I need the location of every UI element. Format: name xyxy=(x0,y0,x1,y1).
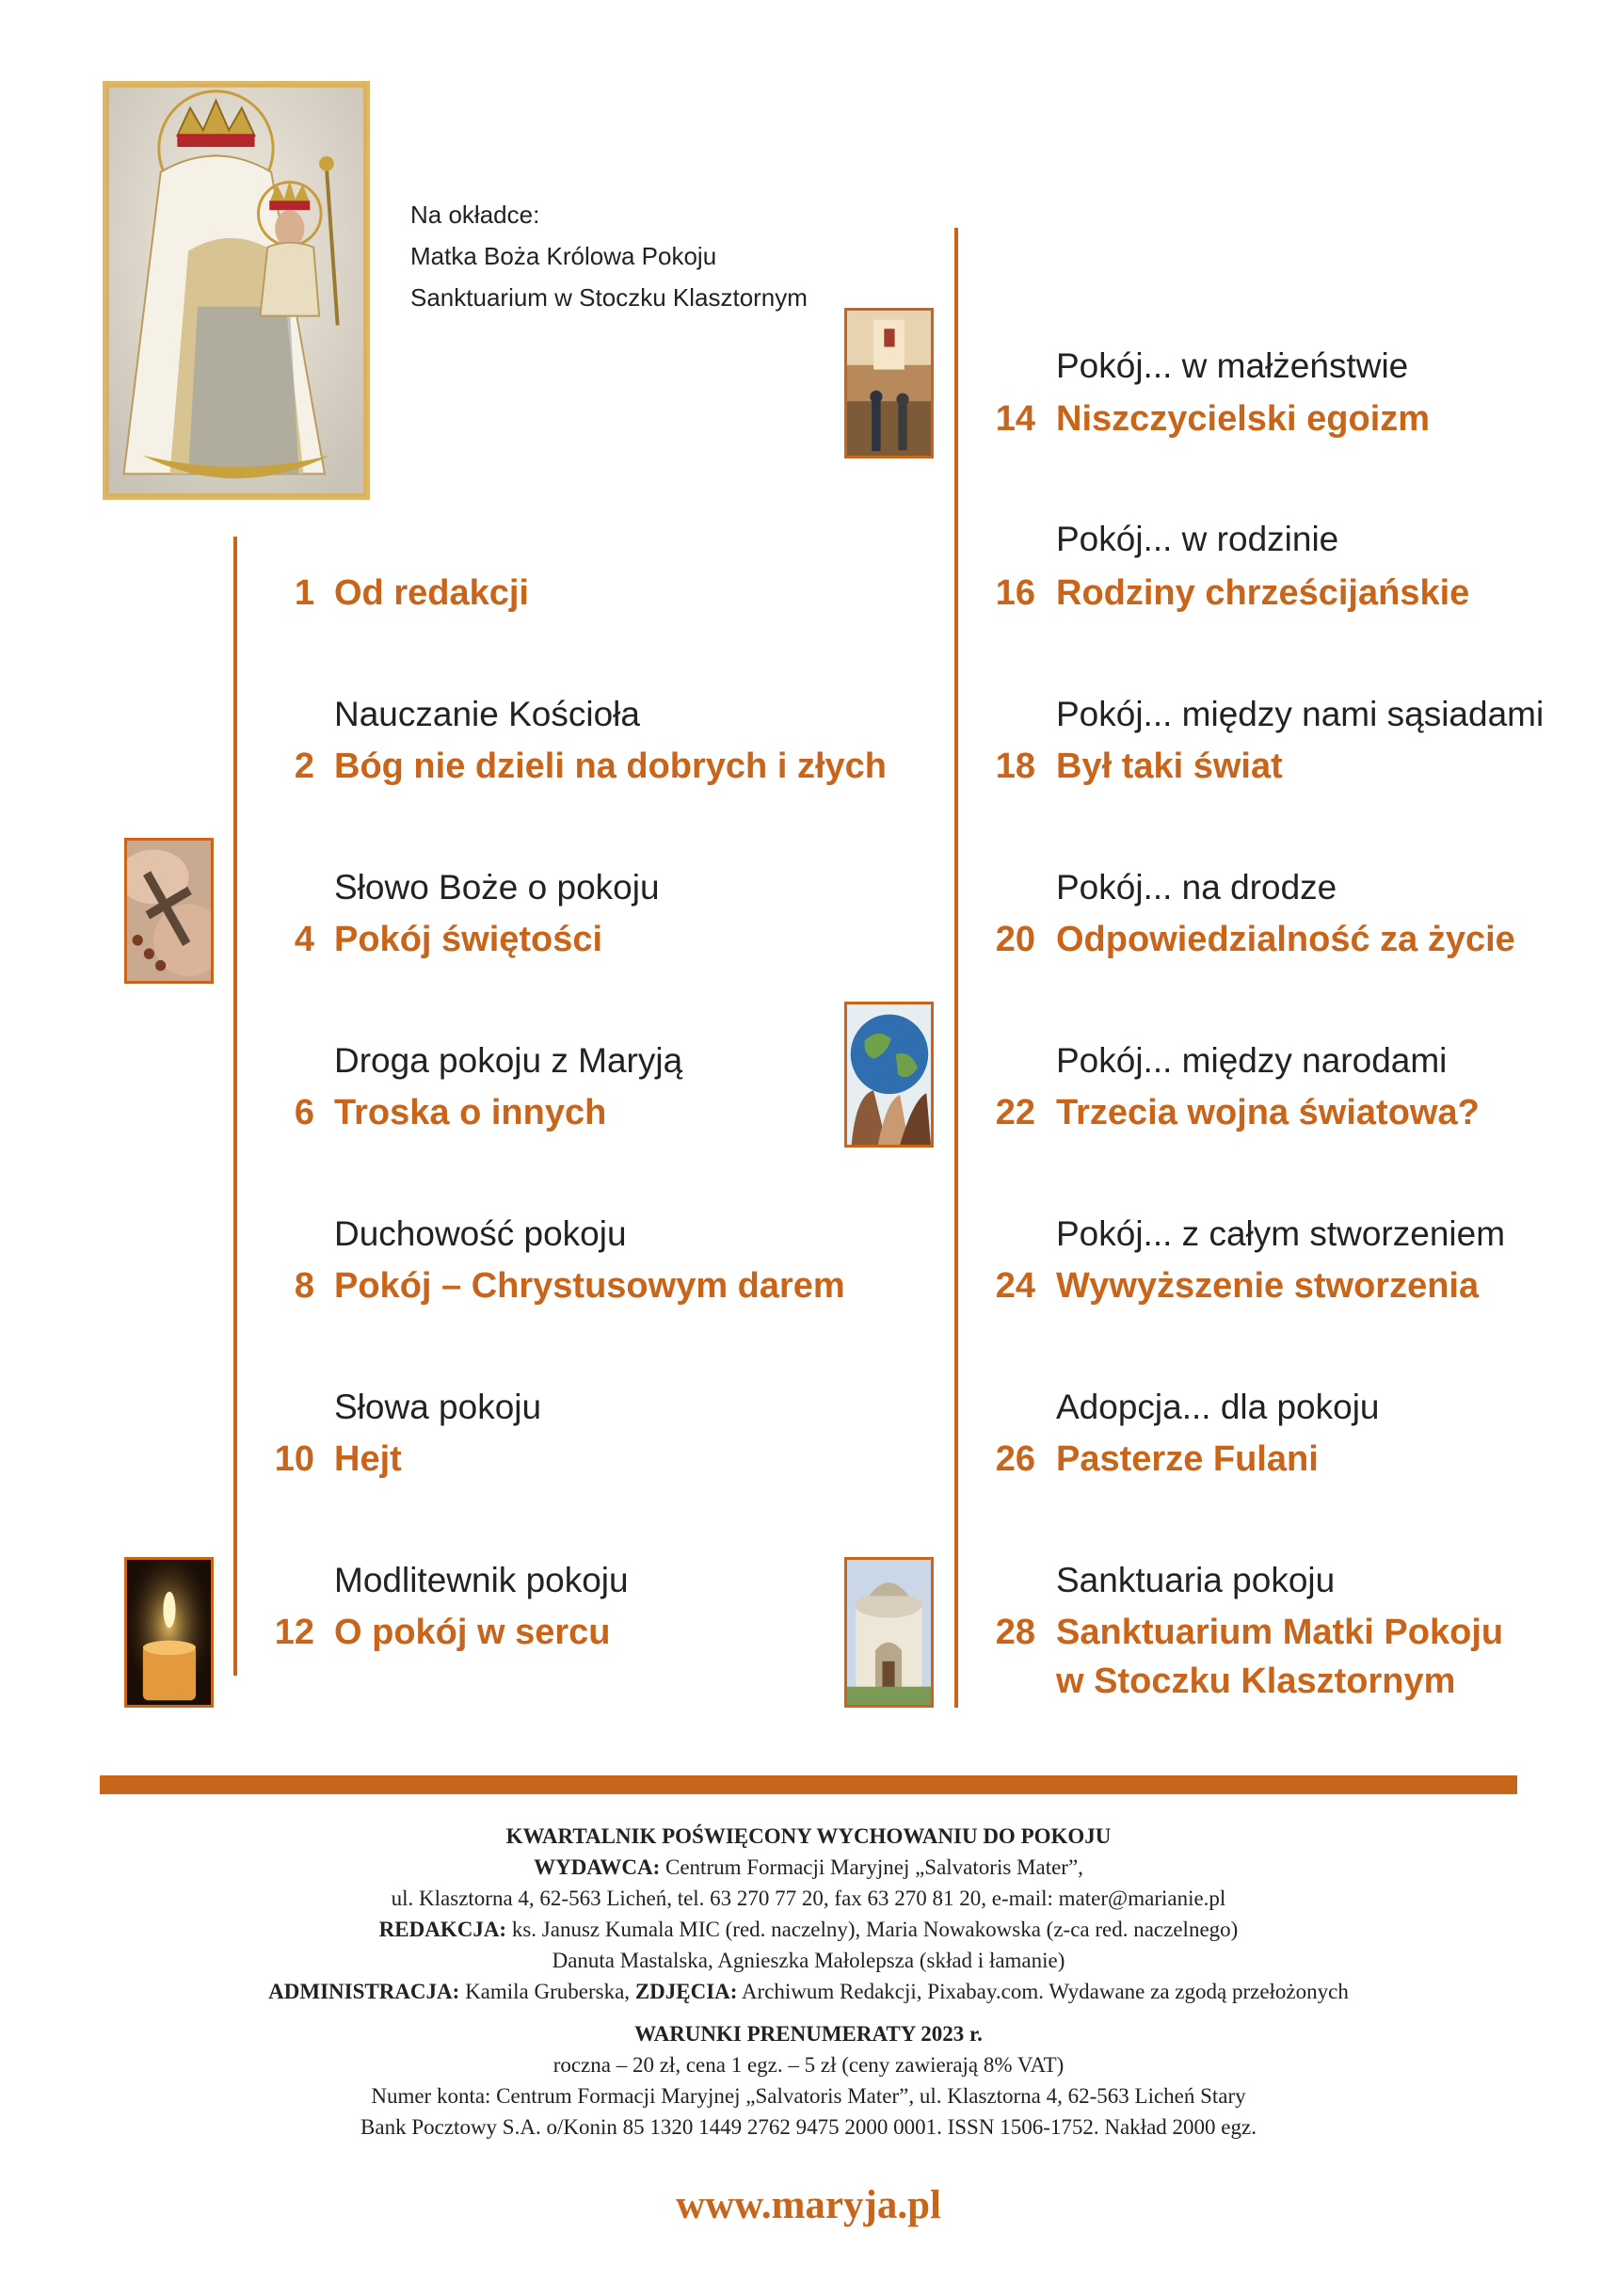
page-number: 8 xyxy=(294,1266,314,1306)
article-title[interactable]: Trzecia wojna światowa? xyxy=(1056,1093,1480,1132)
candle-thumbnail xyxy=(124,1557,214,1708)
article-title[interactable]: Pokój świętości xyxy=(334,920,603,959)
footer-divider xyxy=(100,1775,1517,1794)
website-link[interactable]: www.maryja.pl xyxy=(676,2183,941,2227)
madonna-icon-image xyxy=(105,84,367,497)
page-number: 12 xyxy=(274,1613,314,1652)
imprint-line-6 xyxy=(100,1976,1517,2007)
globe-hands-thumbnail xyxy=(844,1002,934,1148)
article-title[interactable]: Troska o innych xyxy=(334,1093,607,1132)
article-title[interactable]: Był taki świat xyxy=(1056,747,1283,786)
section-name: Pokój... na drodze xyxy=(1056,868,1337,907)
section-name: Pokój... między nami sąsiadami xyxy=(1056,695,1545,733)
section-name: Słowo Boże o pokoju xyxy=(334,868,660,907)
section-name: Pokój... między narodami xyxy=(1056,1041,1448,1080)
cover-caption xyxy=(410,194,808,318)
subscription-heading: WARUNKI PRENUMERATY 2023 r. xyxy=(634,2022,983,2046)
right-timeline-line xyxy=(954,228,958,1708)
rosary-thumbnail xyxy=(124,838,214,984)
page-number: 10 xyxy=(274,1439,314,1479)
page-number: 16 xyxy=(995,573,1035,613)
cover-image xyxy=(103,81,370,500)
editorial-staff: ks. Janusz Kumala MIC (red. naczelny), Maria Nowakowska (z-ca red. naczelnego) xyxy=(506,1918,1239,1941)
imprint-line-10: Bank Pocztowy S.A. o/Konin 85 1320 1449 2762 9475 2000 0001. ISSN 1506-1752. Nakład 2000 egz. xyxy=(360,2115,1257,2139)
imprint-line-1 xyxy=(100,1821,1517,1852)
church-interior-thumbnail xyxy=(844,308,934,458)
article-title[interactable]: O pokój w sercu xyxy=(334,1613,611,1652)
article-title[interactable]: Wywyższenie stworzenia xyxy=(1056,1266,1480,1306)
article-title[interactable]: Pasterze Fulani xyxy=(1056,1439,1319,1479)
page-number: 6 xyxy=(294,1093,314,1132)
imprint-line-8: roczna – 20 zł, cena 1 egz. – 5 zł (ceny zawierają 8% VAT) xyxy=(552,2053,1065,2077)
section-name: Modlitewnik pokoju xyxy=(334,1561,629,1599)
article-title[interactable]: Odpowiedzialność za życie xyxy=(1056,920,1515,959)
article-title-line2[interactable]: w Stoczku Klasztornym xyxy=(1056,1662,1456,1701)
candle-icon xyxy=(127,1560,211,1705)
publisher-name: Centrum Formacji Maryjnej „Salvatoris Mater”, xyxy=(660,1855,1083,1879)
globe-icon xyxy=(847,1004,931,1145)
church-interior-icon xyxy=(847,311,931,456)
imprint-line-7 xyxy=(100,2018,1517,2049)
editorial-label: REDAKCJA: xyxy=(378,1918,507,1941)
section-name: Sanktuaria pokoju xyxy=(1056,1561,1336,1599)
article-title[interactable]: Pokój – Chrystusowym darem xyxy=(334,1266,845,1306)
section-name: Duchowość pokoju xyxy=(334,1214,627,1253)
article-title[interactable]: Bóg nie dzieli na dobrych i złych xyxy=(334,747,887,786)
section-name: Pokój... w rodzinie xyxy=(1056,520,1339,558)
article-title[interactable]: Rodziny chrześcijańskie xyxy=(1056,573,1470,613)
section-name: Pokój... z całym stworzeniem xyxy=(1056,1214,1506,1253)
sanctuary-building-icon xyxy=(847,1560,931,1705)
administration-label: ADMINISTRACJA: xyxy=(268,1980,460,2003)
article-title[interactable]: Sanktuarium Matki Pokoju xyxy=(1056,1613,1504,1652)
photos-credit: Archiwum Redakcji, Pixabay.com. Wydawane za zgodą przełożonych xyxy=(737,1980,1349,2003)
cover-caption-line2: Sanktuarium w Stoczku Klasztornym xyxy=(410,283,808,312)
imprint-line-5: Danuta Mastalska, Agnieszka Małolepsza (skład i łamanie) xyxy=(552,1949,1065,1972)
sanctuary-thumbnail xyxy=(844,1557,934,1708)
section-name: Pokój... w małżeństwie xyxy=(1056,346,1409,385)
cover-caption-line1: Matka Boża Królowa Pokoju xyxy=(410,242,717,270)
imprint-line-9: Numer konta: Centrum Formacji Maryjnej „Salvatoris Mater”, ul. Klasztorna 4, 62-563 Licheń Stary xyxy=(371,2084,1246,2108)
photos-label: ZDJĘCIA: xyxy=(634,1980,738,2003)
section-name: Droga pokoju z Maryją xyxy=(334,1041,683,1080)
page-number: 20 xyxy=(995,920,1035,959)
imprint-line-4 xyxy=(100,1914,1517,1945)
imprint-line-2 xyxy=(100,1852,1517,1883)
section-name: Adopcja... dla pokoju xyxy=(1056,1388,1380,1426)
article-title[interactable]: Od redakcji xyxy=(334,573,529,613)
page-number: 14 xyxy=(995,399,1035,439)
section-name: Nauczanie Kościoła xyxy=(334,695,640,733)
section-name: Słowa pokoju xyxy=(334,1388,542,1426)
administration-name: Kamila Gruberska, xyxy=(459,1980,635,2003)
rosary-icon xyxy=(127,841,211,981)
page-number: 18 xyxy=(995,747,1035,786)
page-number: 22 xyxy=(995,1093,1035,1132)
publisher-label: WYDAWCA: xyxy=(534,1855,661,1879)
page-number: 28 xyxy=(995,1613,1035,1652)
article-title[interactable]: Niszczycielski egoizm xyxy=(1056,399,1431,439)
page-number: 4 xyxy=(294,920,314,959)
imprint-gap xyxy=(100,2007,1517,2018)
cover-caption-heading: Na okładce: xyxy=(410,201,540,229)
page-number: 26 xyxy=(995,1439,1035,1479)
page-number: 24 xyxy=(995,1266,1035,1306)
magazine-description: KWARTALNIK POŚWIĘCONY WYCHOWANIU DO POKOJU xyxy=(505,1824,1112,1848)
article-title[interactable]: Hejt xyxy=(334,1439,402,1479)
page-number: 1 xyxy=(294,573,314,613)
imprint xyxy=(100,1821,1517,2143)
imprint-line-3: ul. Klasztorna 4, 62-563 Licheń, tel. 63 270 77 20, fax 63 270 81 20, e-mail: mater@marianie.pl xyxy=(391,1887,1226,1910)
page-number: 2 xyxy=(294,747,314,786)
